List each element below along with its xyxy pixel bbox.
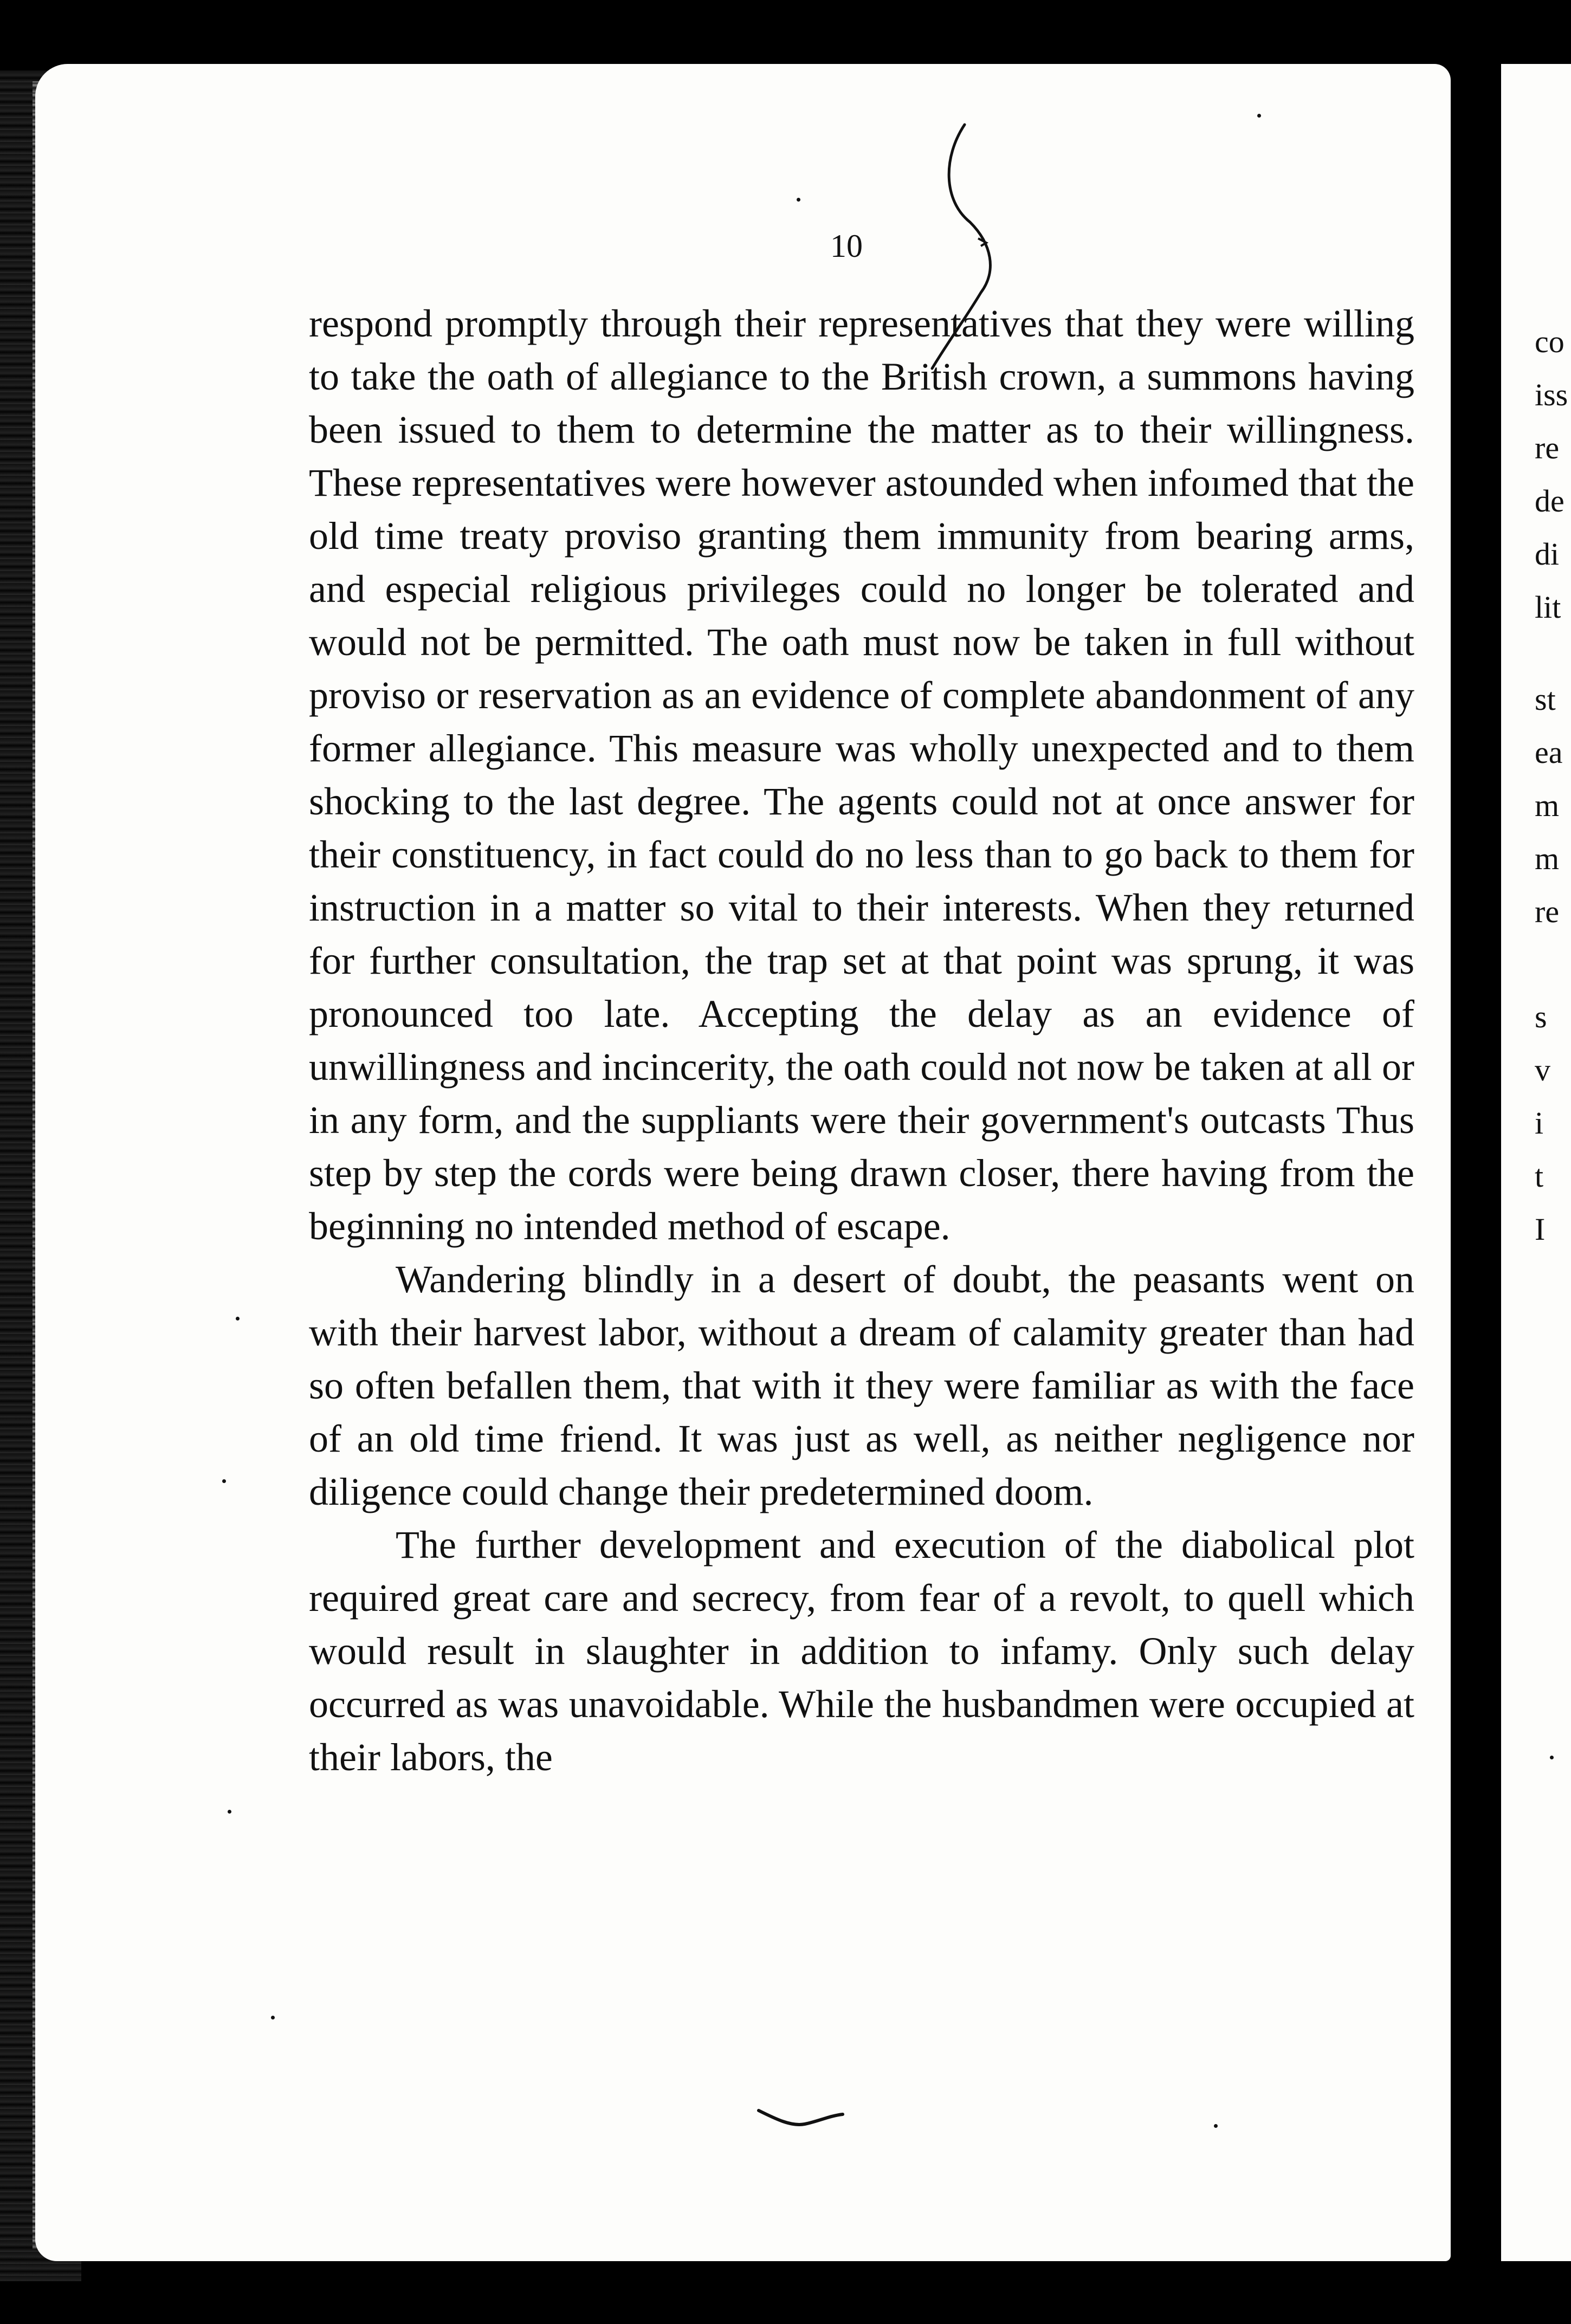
next-page-fragment: m [1535,841,1560,876]
next-page-fragment: iss [1535,377,1568,412]
next-page-fragment: m [1535,788,1560,823]
paper-speck [797,198,800,202]
paper-speck [1550,1756,1554,1759]
next-page-fragment: di [1535,536,1560,572]
paragraph: respond promptly through their representatives that they were willing to take the oath of allegiance to the British crown, a summons having been issued to them to determine the matter as to their willingness. These representatives were however astounded when infoımed that the old time treaty proviso granting them immunity from bearing arms, and especial religious privileges could no longer be tolerated and would not be permitted. The oath must now be taken in full without proviso or reservation as an evidence of complete abandonment of any former allegiance. This measure was wholly unexpected and to them shocking to the last degree. The agents could not at once answer for their constituency, in fact could do no less than to go back to them for instruction in a matter so vital to their interests. When they returned for further consultation, the trap set at that point was sprung, it was pronounced too late. Accepting the delay as an evidence of unwillingness and incincerity, the oath could not now be taken at all or in any form, and the suppliants were their government's outcasts Thus step by step the cords were being drawn closer, there having from the beginning no intended method of escape. [309,302,1414,1248]
next-page-fragment: re [1535,894,1560,929]
next-page-fragment: de [1535,483,1564,519]
ink-squiggle-mark [753,2102,851,2135]
paragraph: The further development and execution of the diabolical plot required great care and secrecy, from fear of a revolt, to quell which would result in slaughter in addition to infamy. Only such delay occurred as was unavoidable. While the husbandmen were occupied at their labors, the [309,1523,1414,1779]
next-page-fragment: s [1535,999,1547,1034]
body-text [309,297,1414,1784]
next-page-fragment: lit [1535,590,1561,625]
next-page-fragment: ea [1535,735,1563,770]
next-page-fragment: I [1535,1212,1546,1247]
paper-speck [228,1810,231,1814]
next-page-fragment: st [1535,682,1556,717]
next-page-fragment: t [1535,1158,1544,1194]
page-number: 10 [830,228,863,264]
next-page-fragment: i [1535,1105,1544,1141]
next-page-fragment: v [1535,1052,1550,1087]
paper-speck [236,1317,240,1320]
paper-speck [222,1479,226,1483]
next-page-fragment: co [1535,324,1564,359]
paper-speck [1257,114,1261,118]
next-page-fragment: re [1535,430,1560,465]
paragraph: Wandering blindly in a desert of doubt, the peasants went on with their harvest labor, without a dream of calamity greater than had so often befallen them, that with it they were familiar as with the face of an old time friend. It was just as well, as neither negligence nor diligence could change their predetermined doom. [309,1258,1414,1513]
paper-speck [271,2016,275,2019]
paper-speck [1214,2124,1218,2128]
